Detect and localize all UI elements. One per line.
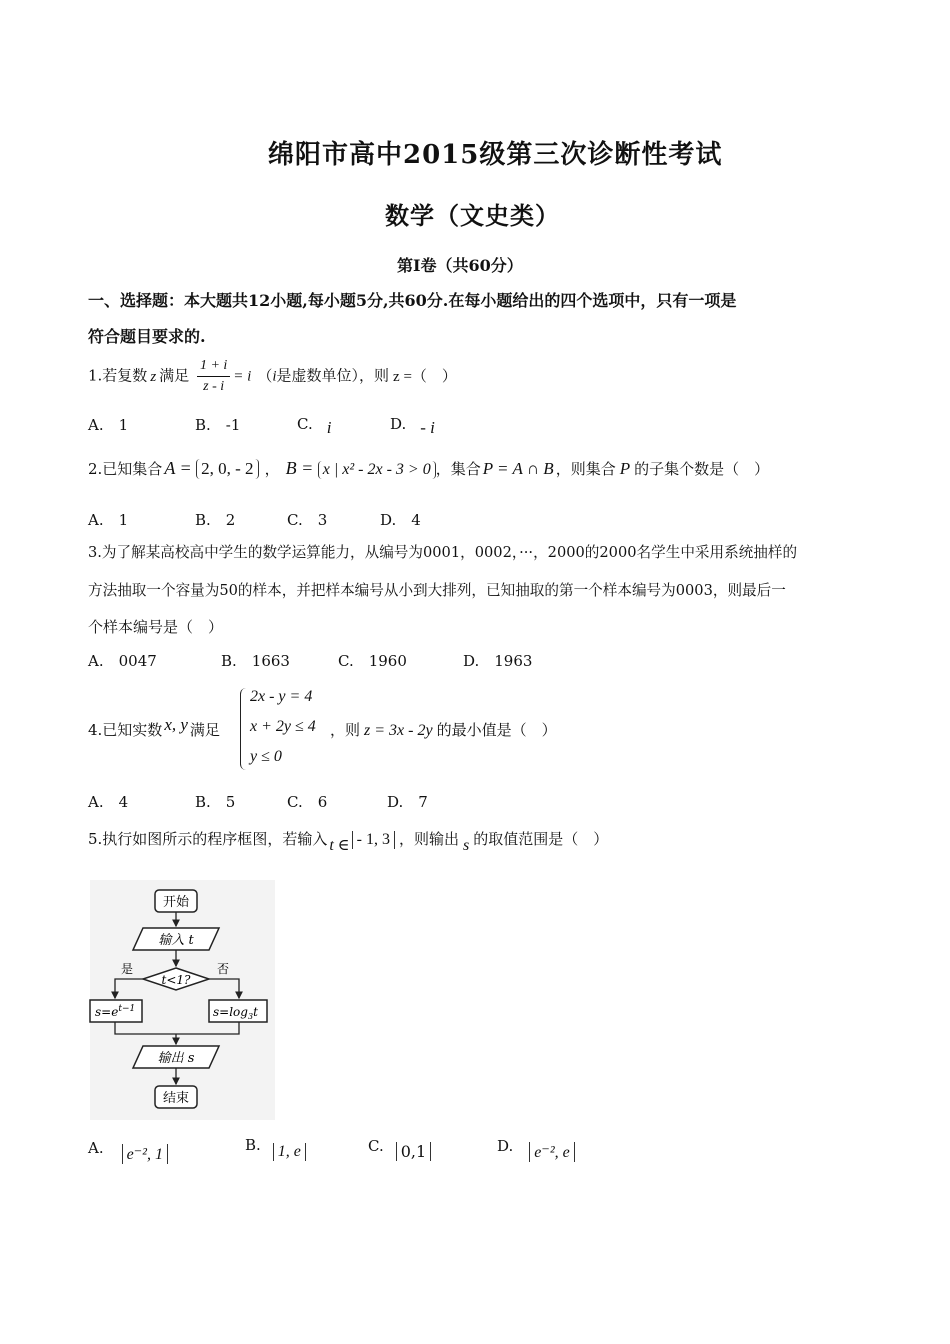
q4-constraint-1: 2x - y = 4: [250, 688, 313, 705]
question-2: 2.已知集合 A = 2, 0, - 2 ， B = x | x² - 2x - 3 > 0 ，集合 P = A ∩ B ，则集合 P 的子集个数是（ ）: [88, 458, 770, 478]
q1-option-c-label: C.: [297, 415, 313, 433]
q4-expr: z = 3x - 2y: [364, 722, 433, 739]
q4-option-a: A. 4: [88, 793, 129, 811]
q2-tail: 的子集个数是（ ）: [634, 460, 770, 478]
flow-output-text: 输出 s: [157, 1051, 195, 1066]
q5-option-d-value: e⁻², e: [529, 1142, 574, 1162]
q4-constraint-2: x + 2y ≤ 4: [250, 718, 316, 735]
q4-tail-group: [330, 719, 557, 740]
q2-option-d: D. 4: [380, 511, 421, 529]
q5-prefix: 5.执行如图所示的程序框图，若输入: [88, 830, 328, 848]
q5-mid: ，则输出: [398, 830, 459, 848]
q4-prefix: 4.已知实数: [88, 721, 163, 739]
q5-option-a-label: A.: [88, 1139, 104, 1157]
q5-option-c-value: 0,1: [396, 1142, 431, 1161]
q2-varP: P: [619, 459, 631, 478]
flow-right-sub: 3: [247, 1012, 254, 1021]
q3-line3: 个样本编号是（ ）: [88, 618, 224, 636]
q1-option-d: [390, 414, 435, 437]
q2-setB-body: x | x² - 2x - 3 > 0: [318, 461, 436, 479]
section-instructions-line2: 符合题目要求的.: [88, 327, 206, 346]
exam-title: 绵阳市高中2015级第三次诊断性考试: [268, 140, 723, 170]
flow-end-text: 结束: [162, 1091, 190, 1106]
flow-right-t: t: [253, 1005, 258, 1019]
q5-option-d-label: D.: [497, 1137, 514, 1155]
q3-option-c: C. 1960: [338, 652, 407, 670]
q5-option-a: [88, 1138, 168, 1163]
q5-option-d: [497, 1136, 575, 1161]
flow-left-exp: t−1: [118, 1004, 136, 1014]
q5-option-a-value: e⁻², 1: [122, 1144, 168, 1164]
flow-left-base: s=e: [95, 1005, 119, 1019]
q4-system-brace: [240, 688, 247, 770]
question-5: [88, 828, 609, 854]
q1-eq: = i: [233, 368, 252, 385]
q2-setA-label: A =: [164, 458, 197, 478]
q2-prefix: 2.已知集合: [88, 460, 163, 478]
exam-subtitle: 数学（文史类）: [385, 201, 560, 230]
q4-mid: 满足: [189, 721, 220, 739]
q5-var-s: s: [462, 837, 470, 854]
q1-denominator: z - i: [203, 379, 225, 394]
q5-range: - 1, 3: [352, 831, 395, 849]
q4-prefix-group: [88, 715, 220, 740]
flow-input-text: 输入 t: [158, 933, 194, 948]
q1-option-d-value: - i: [420, 418, 435, 437]
section-instructions-line1: 一、选择题：本大题共12小题,每小题5分,共60分.在每小题给出的四个选项中，只有一项是: [88, 291, 737, 310]
q5-option-c: [368, 1136, 431, 1161]
q2-setB-label: B =: [285, 458, 318, 478]
q1-var-z: z: [150, 368, 157, 385]
q1-numerator: 1 + i: [197, 358, 230, 377]
q4-vars: x, y: [164, 715, 188, 734]
flowchart: [85, 880, 280, 1120]
q1-paren: （: [257, 366, 273, 385]
q5-option-b-label: B.: [245, 1136, 261, 1154]
flow-decision-text: t<1?: [161, 973, 191, 987]
q2-option-c: C. 3: [287, 511, 328, 529]
q1-fraction: [197, 358, 230, 395]
q1-var-i: i: [272, 368, 277, 385]
q1-option-c: [297, 414, 332, 437]
q1-note: 是虚数单位），则: [276, 366, 390, 385]
q2-option-a: A. 1: [88, 511, 129, 529]
q5-option-c-label: C.: [368, 1137, 384, 1155]
q1-option-b: B. -1: [195, 416, 241, 434]
flow-no-label: 否: [217, 962, 230, 976]
q1-option-d-label: D.: [390, 415, 407, 433]
q5-input: t ∈: [329, 837, 350, 854]
q1-option-a: A. 1: [88, 416, 129, 434]
volume-heading: 第Ⅰ卷（共60分）: [397, 256, 523, 275]
q5-option-b: [245, 1136, 306, 1160]
q4-option-d: D. 7: [387, 793, 428, 811]
q3-line1: 3.为了解某高校高中学生的数学运算能力，从编号为0001，0002，···，2000的2000名学生中采用系统抽样的: [88, 544, 798, 561]
question-1: [88, 358, 457, 395]
q2-mid: ，集合: [435, 460, 481, 478]
q5-tail: 的取值范围是（ ）: [473, 830, 609, 848]
q5-option-b-value: 1, e: [273, 1143, 306, 1161]
q4-constraint-3: y ≤ 0: [250, 748, 282, 765]
q4-option-c: C. 6: [287, 793, 328, 811]
flow-yes-label: 是: [121, 962, 134, 976]
q1-tail: z =（ ）: [393, 368, 457, 385]
q3-option-a: A. 0047: [88, 652, 157, 670]
q1-mid: 满足: [159, 366, 190, 385]
q4-after: ，则: [330, 721, 361, 739]
q2-setP: P = A ∩ B: [482, 459, 554, 478]
q2-setA-body: 2, 0, - 2: [196, 459, 258, 479]
q4-tail: 的最小值是（ ）: [436, 721, 557, 739]
q2-mid2: ，则集合: [555, 460, 616, 478]
q1-option-c-value: i: [326, 418, 332, 437]
q3-option-b: B. 1663: [221, 652, 290, 670]
q3-option-d: D. 1963: [463, 652, 533, 670]
q1-prefix: 1.若复数: [88, 366, 148, 385]
flow-right-base: s=log: [213, 1005, 248, 1019]
q4-option-b: B. 5: [195, 793, 236, 811]
q2-option-b: B. 2: [195, 511, 236, 529]
flow-start-text: 开始: [162, 895, 190, 910]
q3-line2: 方法抽取一个容量为50的样本，并把样本编号从小到大排列，已知抽取的第一个样本编号为0003，则最后一: [88, 582, 786, 599]
